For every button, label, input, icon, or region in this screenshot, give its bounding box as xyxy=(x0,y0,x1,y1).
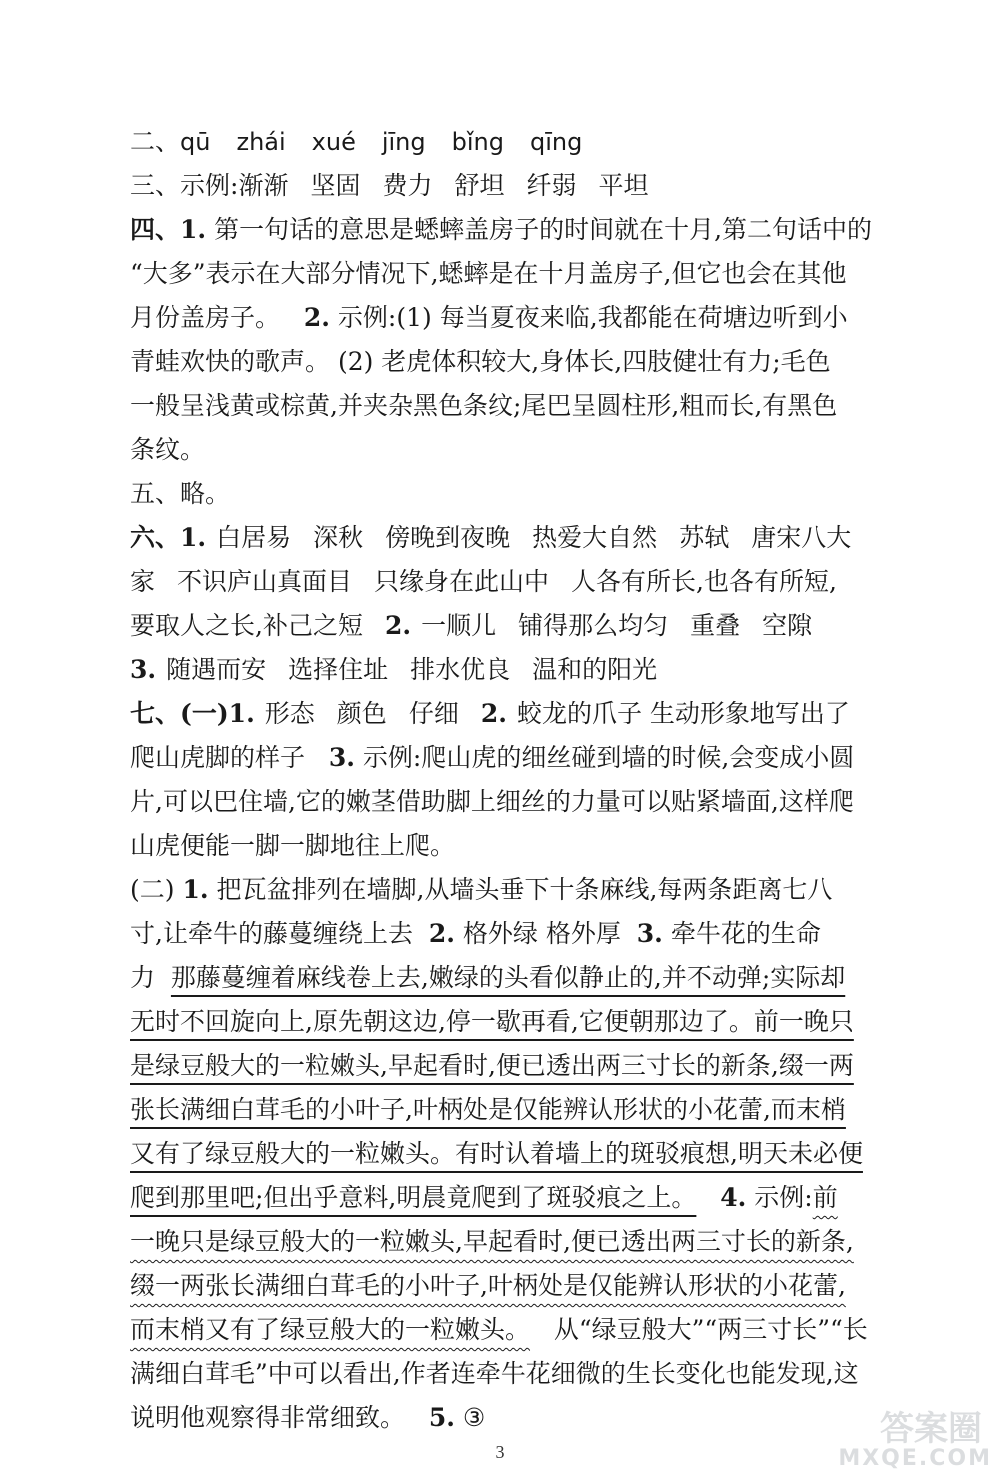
answer-word: 仔细 xyxy=(408,699,459,728)
section-7a-line-1 xyxy=(130,692,872,736)
section-7b-line-2 xyxy=(130,912,872,956)
answer-word: 不识庐山真面目 xyxy=(177,567,353,596)
section-label: 四、 xyxy=(130,215,181,244)
answer-word: 舒坦 xyxy=(454,171,505,200)
underlined-quote: 那藤蔓缠着麻线卷上去,嫩绿的头看似静止的,并不动弹;实际却 xyxy=(170,963,846,992)
section-4-line-2 xyxy=(130,252,872,296)
question-number: 1. xyxy=(228,699,255,728)
answer-word: 纤弱 xyxy=(526,171,577,200)
wavy-underlined-quote: 而末梢又有了绿豆般大的一粒嫩头。 xyxy=(130,1315,531,1344)
wavy-underlined-quote: 前 xyxy=(812,1183,838,1212)
question-number: 5. xyxy=(428,1403,455,1432)
section-label: 二、 xyxy=(130,127,181,156)
answer-word: 铺得那么均匀 xyxy=(518,611,669,640)
answer-text: 寸,让牵牛的藤蔓缠绕上去 xyxy=(130,919,413,948)
question-number: 3. xyxy=(636,919,663,948)
answer-text: 片,可以巴住墙,它的嫩茎借助脚上细丝的力量可以贴紧墙面,这样爬 xyxy=(130,787,854,816)
section-6-line-2 xyxy=(130,560,872,604)
answer-text: 示例:爬山虎的细丝碰到墙的时候,会变成小圆 xyxy=(362,743,855,772)
section-7b-line-7 xyxy=(130,1132,872,1176)
question-number: 2. xyxy=(480,699,507,728)
watermark xyxy=(822,1401,992,1473)
pinyin-item: jīng xyxy=(381,128,426,156)
pinyin-item: qīng xyxy=(529,128,583,156)
answer-text: 示例:(1) 每当夏夜来临,我都能在荷塘边听到小 xyxy=(337,303,848,332)
answer-word: 深秋 xyxy=(313,523,364,552)
underlined-quote: 张长满细白茸毛的小叶子,叶柄处是仅能辨认形状的小花蕾,而末梢 xyxy=(130,1095,846,1124)
answer-text: 五、略。 xyxy=(130,479,231,508)
section-6-line-1 xyxy=(130,516,872,560)
section-7b-line-8 xyxy=(130,1176,872,1220)
answer-text: “大多”表示在大部分情况下,蟋蟀是在十月盖房子,但它也会在其他 xyxy=(130,259,847,288)
answer-text: ③ xyxy=(462,1403,486,1432)
answer-text: 从“绿豆般大”“两三寸长”“长 xyxy=(553,1315,868,1344)
answer-text: 第一句话的意思是蟋蟀盖房子的时间就在十月,第二句话中的 xyxy=(214,215,873,244)
section-4-line-3 xyxy=(130,296,872,340)
section-7b-line-3 xyxy=(130,956,872,1000)
answer-text: 示例:渐渐 xyxy=(180,171,289,200)
answer-text: 把瓦盆排列在墙脚,从墙头垂下十条麻线,每两条距离七八 xyxy=(216,875,833,904)
wavy-underlined-quote: 一晚只是绿豆般大的一粒嫩头,早起看时,便已透出两三寸长的新条, xyxy=(130,1227,854,1256)
section-7b-line-9 xyxy=(130,1220,872,1264)
answer-word: 随遇而安 xyxy=(166,655,267,684)
answer-text: 要取人之长,补己之短 xyxy=(130,611,363,640)
question-number: 3. xyxy=(130,655,157,684)
section-7b-line-12 xyxy=(130,1352,872,1396)
section-7a-line-2 xyxy=(130,736,872,780)
answer-text: 格外绿 格外厚 xyxy=(462,919,621,948)
underlined-quote: 无时不回旋向上,原先朝这边,停一歇再看,它便朝那边了。前一晚只 xyxy=(130,1007,854,1036)
watermark-site: MXQE.COM xyxy=(838,1446,992,1471)
answer-word: 人各有所长,也各有所短, xyxy=(571,567,837,596)
underlined-quote: 爬到那里吧;但出乎意料,明晨竟爬到了斑驳痕之上。 xyxy=(130,1183,697,1212)
answer-text: 牵牛花的生命 xyxy=(670,919,821,948)
underlined-quote: 又有了绿豆般大的一粒嫩头。有时认着墙上的斑驳痕想,明天未必便 xyxy=(130,1139,863,1168)
pinyin-list xyxy=(180,128,608,156)
section-4-line-6 xyxy=(130,428,872,472)
page-number: 3 xyxy=(495,1442,505,1462)
pinyin-item: bǐng xyxy=(451,128,504,156)
section-4-line-1 xyxy=(130,208,872,252)
answer-word: 坚固 xyxy=(310,171,361,200)
answer-word: 平坦 xyxy=(598,171,649,200)
answer-word: 热爱大自然 xyxy=(532,523,658,552)
section-7b-line-4 xyxy=(130,1000,872,1044)
section-label: (二) xyxy=(130,875,175,904)
answer-word: 形态 xyxy=(264,699,315,728)
answer-word: 排水优良 xyxy=(410,655,511,684)
answer-text: 说明他观察得非常细致。 xyxy=(130,1403,406,1432)
answer-word: 苏轼 xyxy=(679,523,730,552)
answer-word: 一顺儿 xyxy=(421,611,497,640)
answer-text: 月份盖房子。 xyxy=(130,303,281,332)
section-4-line-5 xyxy=(130,384,872,428)
answer-word: 选择住址 xyxy=(288,655,389,684)
section-label: 六、 xyxy=(130,523,181,552)
section-7a-line-4 xyxy=(130,824,872,868)
section-2-pinyin xyxy=(130,120,872,164)
answer-text: 示例: xyxy=(754,1183,813,1212)
answer-text: 一般呈浅黄或棕黄,并夹杂黑色条纹;尾巴呈圆柱形,粗而长,有黑色 xyxy=(130,391,838,420)
answer-word: 空隙 xyxy=(762,611,813,640)
pinyin-item: xué xyxy=(311,128,356,156)
section-label: 三、 xyxy=(130,171,181,200)
answer-text: 青蛙欢快的歌声。 (2) 老虎体积较大,身体长,四肢健壮有力;毛色 xyxy=(130,347,831,376)
answer-word: 重叠 xyxy=(690,611,741,640)
answer-text: 山虎便能一脚一脚地往上爬。 xyxy=(130,831,456,860)
answer-word: 颜色 xyxy=(336,699,387,728)
section-7b-line-6 xyxy=(130,1088,872,1132)
answer-word: 家 xyxy=(130,567,156,596)
answer-text: 爬山虎脚的样子 xyxy=(130,743,306,772)
watermark-logo: 答案圈 xyxy=(880,1409,982,1449)
answer-text: 条纹。 xyxy=(130,435,206,464)
section-7a-line-3 xyxy=(130,780,872,824)
question-number: 2. xyxy=(428,919,455,948)
section-5 xyxy=(130,472,872,516)
section-6-line-3 xyxy=(130,604,872,648)
section-7b-line-13 xyxy=(130,1396,872,1440)
answer-word: 只缘身在此山中 xyxy=(374,567,550,596)
question-number: 1. xyxy=(180,215,207,244)
question-number: 3. xyxy=(328,743,355,772)
section-6-line-4 xyxy=(130,648,872,692)
section-7b-line-10 xyxy=(130,1264,872,1308)
section-7b-line-1 xyxy=(130,868,872,912)
question-number: 1. xyxy=(182,875,209,904)
section-7b-line-11 xyxy=(130,1308,872,1352)
answer-word: 白居易 xyxy=(216,523,292,552)
pinyin-item: zhái xyxy=(236,128,286,156)
section-label: 七、(一) xyxy=(130,699,229,728)
answer-text: 力 xyxy=(130,963,156,992)
section-4-line-4 xyxy=(130,340,872,384)
answer-word: 温和的阳光 xyxy=(532,655,658,684)
question-number: 4. xyxy=(720,1183,747,1212)
answer-text: 蛟龙的爪子 生动形象地写出了 xyxy=(516,699,850,728)
section-7b-line-5 xyxy=(130,1044,872,1088)
pinyin-item: qū xyxy=(180,128,211,156)
underlined-quote: 是绿豆般大的一粒嫩头,早起看时,便已透出两三寸长的新条,缀一两 xyxy=(130,1051,854,1080)
answer-word: 唐宋八大 xyxy=(751,523,852,552)
section-3 xyxy=(130,164,872,208)
question-number: 2. xyxy=(303,303,330,332)
question-number: 2. xyxy=(384,611,412,640)
answer-text: 满细白茸毛”中可以看出,作者连牵牛花细微的生长变化也能发现,这 xyxy=(130,1359,859,1388)
answer-word: 费力 xyxy=(382,171,433,200)
answer-word: 傍晚到夜晚 xyxy=(385,523,511,552)
wavy-underlined-quote: 缀一两张长满细白茸毛的小叶子,叶柄处是仅能辨认形状的小花蕾, xyxy=(130,1271,846,1300)
question-number: 1. xyxy=(180,523,207,552)
